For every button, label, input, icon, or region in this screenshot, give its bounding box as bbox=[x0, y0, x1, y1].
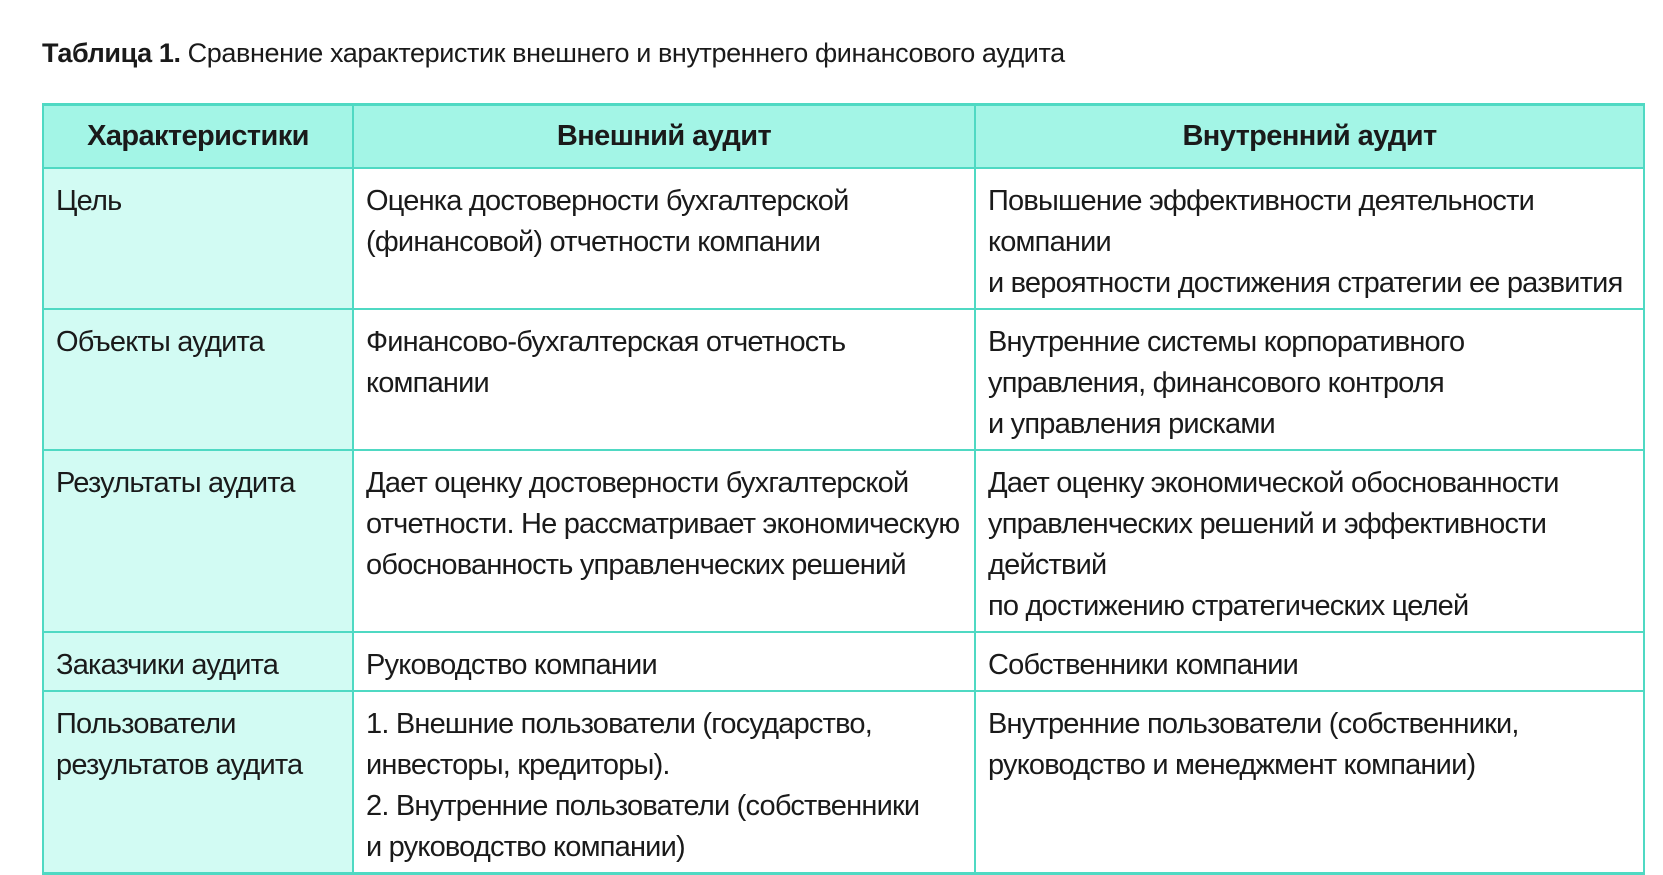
table-row bbox=[43, 309, 1644, 450]
caption-label: Таблица 1. bbox=[42, 38, 181, 68]
table-row bbox=[43, 168, 1644, 309]
header-internal-audit: Внутренний аудит bbox=[975, 105, 1644, 169]
table-row bbox=[43, 691, 1644, 874]
external-audit-cell: Дает оценку достоверности бухгалтерской отчетности. Не рассматривает экономическую обоснованность управленческих решений bbox=[353, 450, 975, 632]
characteristic-cell: Заказчики аудита bbox=[43, 632, 353, 691]
header-characteristics: Характеристики bbox=[43, 105, 353, 169]
characteristic-cell: Результаты аудита bbox=[43, 450, 353, 632]
header-row bbox=[43, 105, 1644, 169]
internal-audit-cell: Внутренние пользователи (собственники, руководство и менеджмент компании) bbox=[975, 691, 1644, 874]
internal-audit-cell: Дает оценку экономической обоснованности управленческих решений и эффективности действий по достижению стратегических целей bbox=[975, 450, 1644, 632]
caption-text: Сравнение характеристик внешнего и внутреннего финансового аудита bbox=[180, 38, 1065, 68]
characteristic-cell: Пользователи результатов аудита bbox=[43, 691, 353, 874]
header-external-audit: Внешний аудит bbox=[353, 105, 975, 169]
internal-audit-cell: Внутренние системы корпоративного управления, финансового контроля и управления рисками bbox=[975, 309, 1644, 450]
characteristic-cell: Объекты аудита bbox=[43, 309, 353, 450]
external-audit-cell: Руководство компании bbox=[353, 632, 975, 691]
audit-comparison-table bbox=[42, 103, 1645, 875]
internal-audit-cell: Повышение эффективности деятельности компании и вероятности достижения стратегии ее развития bbox=[975, 168, 1644, 309]
table-row bbox=[43, 632, 1644, 691]
external-audit-cell: Финансово-бухгалтерская отчетность компании bbox=[353, 309, 975, 450]
characteristic-cell: Цель bbox=[43, 168, 353, 309]
external-audit-cell: 1. Внешние пользователи (государство, инвесторы, кредиторы). 2. Внутренние пользователи (собственники и руководство компании) bbox=[353, 691, 975, 874]
external-audit-cell: Оценка достоверности бухгалтерской (финансовой) отчетности компании bbox=[353, 168, 975, 309]
internal-audit-cell: Собственники компании bbox=[975, 632, 1644, 691]
table-caption bbox=[42, 38, 1065, 69]
table-row bbox=[43, 450, 1644, 632]
